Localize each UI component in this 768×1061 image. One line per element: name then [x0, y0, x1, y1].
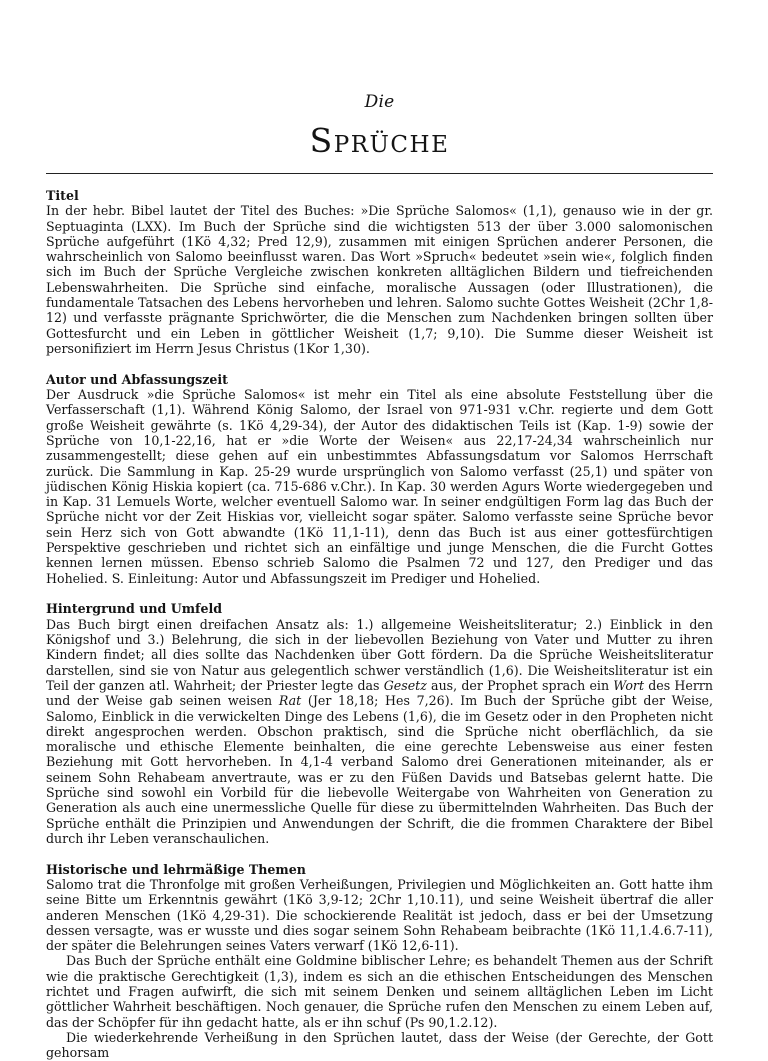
- paragraph: [46, 953, 713, 1029]
- content: [46, 188, 713, 1061]
- section-historische-und-lehrmaessige-themen: [46, 862, 713, 1061]
- section-hintergrund-und-umfeld: [46, 601, 713, 846]
- text-run: In der hebr. Bibel lautet der Titel des Buches: »Die Sprüche Salomos« (1,1), genauso wie in der gr. Septuaginta (LXX). Im Buch der Sprüche sind die wichtigsten 513 der über 3.000 salomonischen Sprüche aufgeführt (1Kö 4,32; Pred 12,9), zusammen mit einigen Sprüchen anderer Personen, die wahrscheinlich von Salomo beeinflusst waren. Das Wort »Spruch« bedeutet »sein wie«, folglich finden sich im Buch der Sprüche Vergleiche zwischen konkreten alltäglichen Bildern und tiefreichenden Lebenswahrheiten. Die Sprüche sind einfache, moralische Aussagen (oder Illustrationen), die fundamentale Tatsachen des Lebens hervorheben und lehren. Salomo suchte Gottes Weisheit (2Chr 1,8-12) und verfasste prägnante Sprichwörter, die die Menschen zum Nachdenken bringen sollten über Gottesfurcht und ein Leben in göttlicher Weisheit (1,7; 9,10). Die Summe dieser Weisheit ist personifiziert im Herrn Jesus Christus (1Kor 1,30).: [46, 203, 713, 356]
- paragraph: [46, 877, 713, 953]
- section-heading: Hintergrund und Umfeld: [46, 601, 223, 617]
- paragraph: [46, 387, 713, 586]
- text-run: (Jer 18,18; Hes 7,26). Im Buch der Sprüche gibt der Weise, Salomo, Einblick in die verwickelten Dinge des Lebens (1,6), die im Gesetz oder in den Propheten nicht direkt angesprochen werden. Obschon praktisch, sind die Sprüche nicht oberflächlich, da sie moralische und ethische Elemente beinhalten, die eine gerechte Lebensweise aus einer festen Beziehung mit Gott hervorheben. In 4,1-4 verband Salomo drei Generationen miteinander, als er seinem Sohn Rehabeam anvertraute, was er zu den Füßen Davids und Batsebas gelernt hatte. Die Sprüche sind sowohl ein Vorbild für die liebevolle Weitergabe von Wahrheiten von Generation zu Generation als auch eine unermessliche Quelle für diese zu übermittelnden Wahrheiten. Das Buch der Sprüche enthält die Prinzipien und Anwendungen der Schrift, die die frommen Charaktere der Bibel durch ihr Leben veranschaulichen.: [46, 693, 713, 846]
- title-pretitle: Die: [364, 92, 395, 112]
- emphasis-text: Wort: [613, 677, 645, 693]
- section-heading: Historische und lehrmäßige Themen: [46, 861, 306, 877]
- paragraph: [46, 1030, 713, 1061]
- section-heading: Titel: [46, 188, 79, 203]
- title-block: [46, 91, 713, 160]
- title-rule: [46, 173, 713, 174]
- emphasis-text: Rat: [278, 693, 302, 709]
- book-title: Sprüche: [309, 121, 450, 160]
- text-run: Salomo trat die Thronfolge mit großen Verheißungen, Privilegien und Möglichkeiten an. Gott hatte ihm seine Bitte um Erkenntnis gewährt (1Kö 3,9-12; 2Chr 1,10.11), und seine Weisheit übertraf die aller anderen Menschen (1Kö 4,29-31). Die schockierende Realität ist jedoch, dass er bei der Umsetzung dessen versagte, was er wusste und dies sogar seinem Sohn Rehabeam beibrachte (1Kö 11,1.4.6.7-11), der später die Belehrungen seines Vaters verwarf (1Kö 12,6-11).: [46, 876, 713, 954]
- text-run: Das Buch birgt einen dreifachen Ansatz als: 1.) allgemeine Weisheitsliteratur; 2.) Einblick in den Königshof und 3.) Belehrung, die sich in der liebevollen Beziehung von Vater und Mutter zu ihren Kindern findet; all dies sollte das Nachdenken über Gott fördern. Da die Sprüche Weisheitsliteratur darstellen, sind sie von Natur aus gelegentlich schwer verständlich (1,6). Die Weisheitsliteratur ist ein Teil der ganzen atl. Wahrheit; der Priester legte das: [46, 616, 713, 693]
- paragraph: [46, 203, 713, 356]
- page: [46, 0, 713, 1061]
- text-run: Die wiederkehrende Verheißung in den Sprüchen lautet, dass der Weise (der Gerechte, der Gott gehorsam: [46, 1029, 713, 1061]
- text-run: aus, der Prophet sprach ein: [426, 677, 614, 693]
- section-titel: [46, 188, 713, 356]
- text-run: Das Buch der Sprüche enthält eine Goldmine biblischer Lehre; es behandelt Themen aus der Schrift wie die praktische Gerechtigkeit (1,3), indem es sich an die ethischen Entscheidungen des Menschen richtet und Fragen aufwirft, die sich mit seinem Denken und seinem alltäglichen Leben im Licht göttlicher Wahrheit beschäftigen. Noch genauer, die Sprüche rufen den Menschen zu einem Leben auf, das der Schöpfer für ihn gedacht hatte, als er ihn schuf (Ps 90,1.2.12).: [46, 953, 713, 1030]
- paragraph: [46, 617, 713, 846]
- text-run: Der Ausdruck »die Sprüche Salomos« ist mehr ein Titel als eine absolute Feststellung über die Verfasserschaft (1,1). Während König Salomo, der Israel von 971-931 v.Chr. regierte und dem Gott große Weisheit gewährte (s. 1Kö 4,29-34), der Autor des didaktischen Teils ist (Kap. 1-9) sowie der Sprüche von 10,1-22,16, hat er »die Worte der Weisen« aus 22,17-24,34 wahrscheinlich nur zusammengestellt; diese gehen auf ein unbestimmtes Abfassungsdatum vor Salomos Herrschaft zurück. Die Sammlung in Kap. 25-29 wurde ursprünglich von Salomo verfasst (25,1) und später von jüdischen König Hiskia kopiert (ca. 715-686 v.Chr.). In Kap. 30 werden Agurs Worte wiedergegeben und in Kap. 31 Lemuels Worte, welcher eventuell Salomo war. In seiner endgültigen Form lag das Buch der Sprüche nicht vor der Zeit Hiskias vor, vielleicht sogar später. Salomo verfasste seine Sprüche bevor sein Herz sich von Gott abwandte (1Kö 11,1-11), denn das Buch ist aus einer gottesfürchtigen Perspektive geschrieben und richtet sich an einfältige und junge Menschen, die die Furcht Gottes kennen lernen müssen. Ebenso schrieb Salomo die Psalmen 72 und 127, den Prediger und das Hohelied. S. Einleitung: Autor und Abfassungszeit im Prediger und Hohelied.: [46, 387, 713, 586]
- section-autor-und-abfassungszeit: [46, 372, 713, 586]
- emphasis-text: Gesetz: [383, 677, 427, 693]
- text-run: des Herrn und der Weise gab seinen weisen: [46, 677, 713, 709]
- section-heading: Autor und Abfassungszeit: [46, 371, 228, 387]
